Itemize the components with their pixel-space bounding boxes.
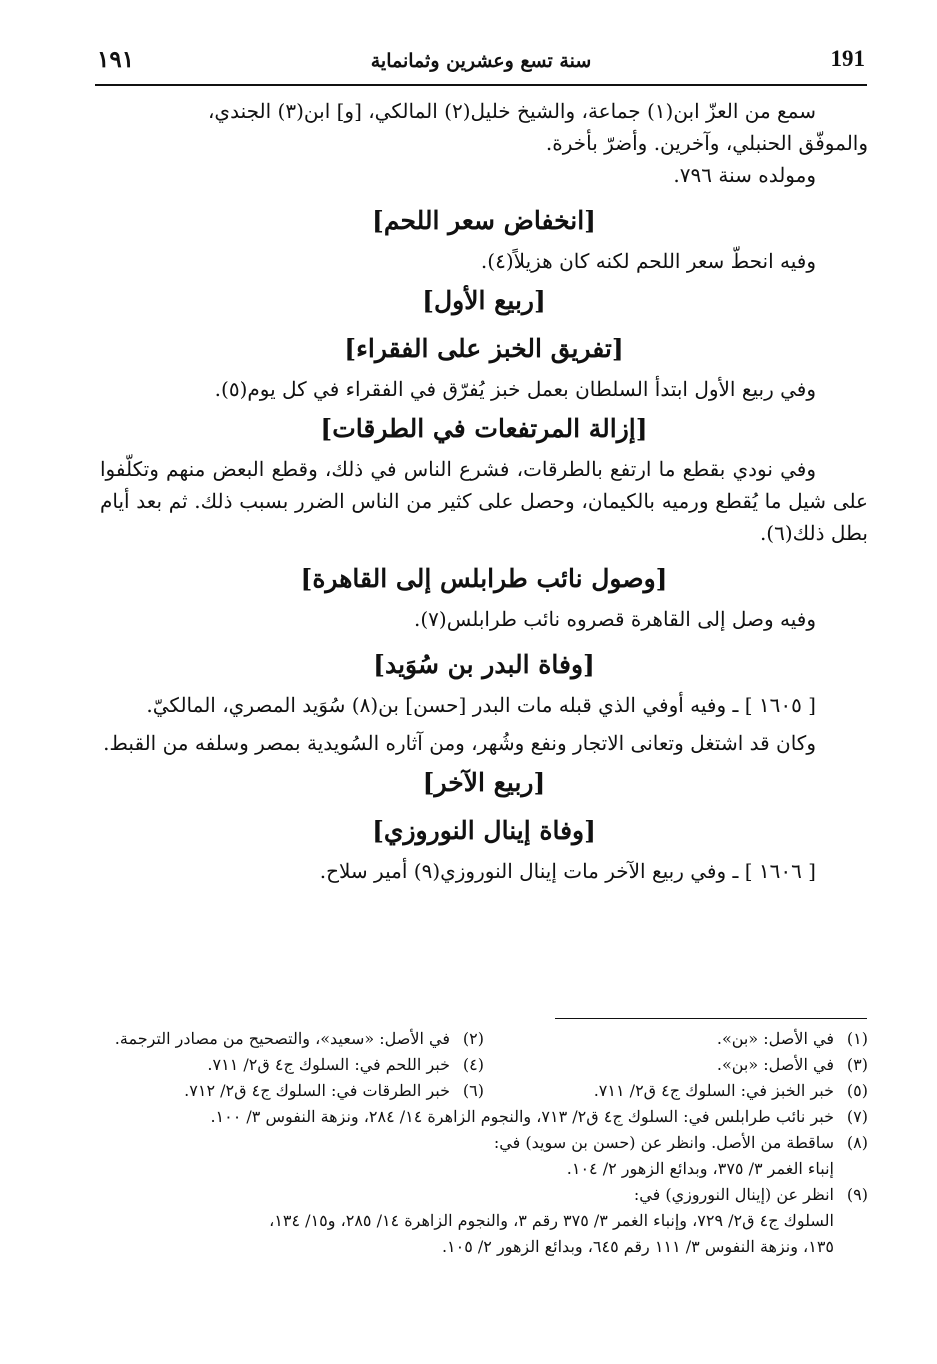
footnote-8: (٨)ساقطة من الأصل. وانظر عن (حسن بن سويد) في: xyxy=(493,1133,868,1152)
section-text-tripoli-deputy: وفيه وصل إلى القاهرة قصروه نائب طرابلس(٧). xyxy=(413,607,816,631)
section-heading-meat-price: [انخفاض سعر اللحم] xyxy=(371,206,596,235)
section-text-death-inal: [ ١٦٠٦ ] ـ وفي ربيع الآخر مات إينال النوروزي(٩) أمير سلاح. xyxy=(319,859,816,883)
footnote-separator xyxy=(555,1018,867,1019)
month-heading-rabi-akhir: [ربيع الآخر] xyxy=(422,768,546,797)
footnote-9-continuation-2: ١٣٥، ونزهة النفوس ٣/ ١١١ رقم ٦٤٥، وبدائع الزهور ٢/ ١٠٥. xyxy=(441,1237,834,1256)
page-header xyxy=(95,44,867,86)
section-text-meat-price: وفيه انحطّ سعر اللحم لكنه كان هزيلاً(٤). xyxy=(480,249,816,273)
section-heading-bread-distribution: [تفريق الخبز على الفقراء] xyxy=(344,334,624,363)
intro-line-3: ومولده سنة ٧٩٦. xyxy=(673,163,816,187)
intro-line-1: سمع من العزّ ابن(١) جماعة، والشيخ خليل(٢) المالكي، [و] ابن(٣) الجندي، xyxy=(207,99,816,123)
footnote-5: (٥)خبر الخبز في: السلوك ج٤ ق٢/ ٧١١. xyxy=(593,1081,868,1100)
footnote-3: (٣)في الأصل: «بن». xyxy=(716,1055,868,1074)
section-text-bread-distribution: وفي ربيع الأول ابتدأ السلطان بعمل خبز يُفرّق في الفقراء في كل يوم(٥). xyxy=(214,377,816,401)
section-heading-tripoli-deputy: [وصول نائب طرابلس إلى القاهرة] xyxy=(300,564,668,593)
section-text-death-badr: [ ١٦٠٥ ] ـ وفيه أوفي الذي قبله مات البدر [حسن] بن(٨) سُوَيد المصري، المالكيّ. xyxy=(146,693,816,717)
month-heading-rabi-awwal: [ربيع الأول] xyxy=(422,286,546,315)
page-number-arabic: ١٩١ xyxy=(97,46,135,73)
section-text-death-badr-2: وكان قد اشتغل وتعانى الاتجار ونفع وشُهر، ومن آثاره السُويدية بمصر وسلفه من القبط. xyxy=(103,731,816,755)
footnote-1: (١)في الأصل: «بن». xyxy=(716,1029,868,1048)
main-text xyxy=(100,95,868,887)
page-number-latin: 191 xyxy=(830,46,865,71)
footnote-7: (٧)خبر نائب طرابلس في: السلوك ج٤ ق٢/ ٧١٣، والنجوم الزاهرة ١٤/ ٢٨٤، ونزهة النفوس ٣/ ١٠٠. xyxy=(210,1107,868,1126)
footnote-9-continuation-1: السلوك ج٤ ق٢/ ٧٢٩، وإنباء الغمر ٣/ ٣٧٥ رقم ٣، والنجوم الزاهرة ١٤/ ٢٨٥، و١٥/ ١٣٤، xyxy=(269,1211,834,1230)
section-text-street-clearing: وفي نودي بقطع ما ارتفع بالطرقات، فشرع الناس في ذلك، وقطع البعض منهم وتكلّفوا على شيل ما يُقطع ورميه بالكيمان، وحصل على كثير من الناس الضرر بسبب ذلك. ثم بعد أيام بطل ذلك(٦). xyxy=(100,457,868,545)
footnote-8-continuation: إنباء الغمر ٣/ ٣٧٥، وبدائع الزهور ٢/ ١٠٤. xyxy=(566,1159,834,1178)
footnotes xyxy=(100,1026,868,1260)
section-heading-death-badr: [وفاة البدر بن سُوَيد] xyxy=(373,650,595,679)
footnote-2: (٢)في الأصل: «سعيد»، والتصحيح من مصادر الترجمة. xyxy=(114,1029,484,1048)
footnote-6: (٦)خبر الطرقات في: السلوك ج٤ ق٢/ ٧١٢. xyxy=(184,1081,484,1100)
intro-line-2: والموفّق الحنبلي، وآخرين. وأضرّ بأخرة. xyxy=(545,131,868,155)
footnote-9: (٩)انظر عن (إينال النوروزي) في: xyxy=(633,1185,868,1204)
section-heading-street-clearing: [إزالة المرتفعات في الطرقات] xyxy=(320,414,648,443)
running-title: سنة تسع وعشرين وثمانماية xyxy=(370,50,592,72)
footnote-4: (٤)خبر اللحم في: السلوك ج٤ ق٢/ ٧١١. xyxy=(207,1055,484,1074)
section-heading-death-inal: [وفاة إينال النوروزي] xyxy=(372,816,596,845)
